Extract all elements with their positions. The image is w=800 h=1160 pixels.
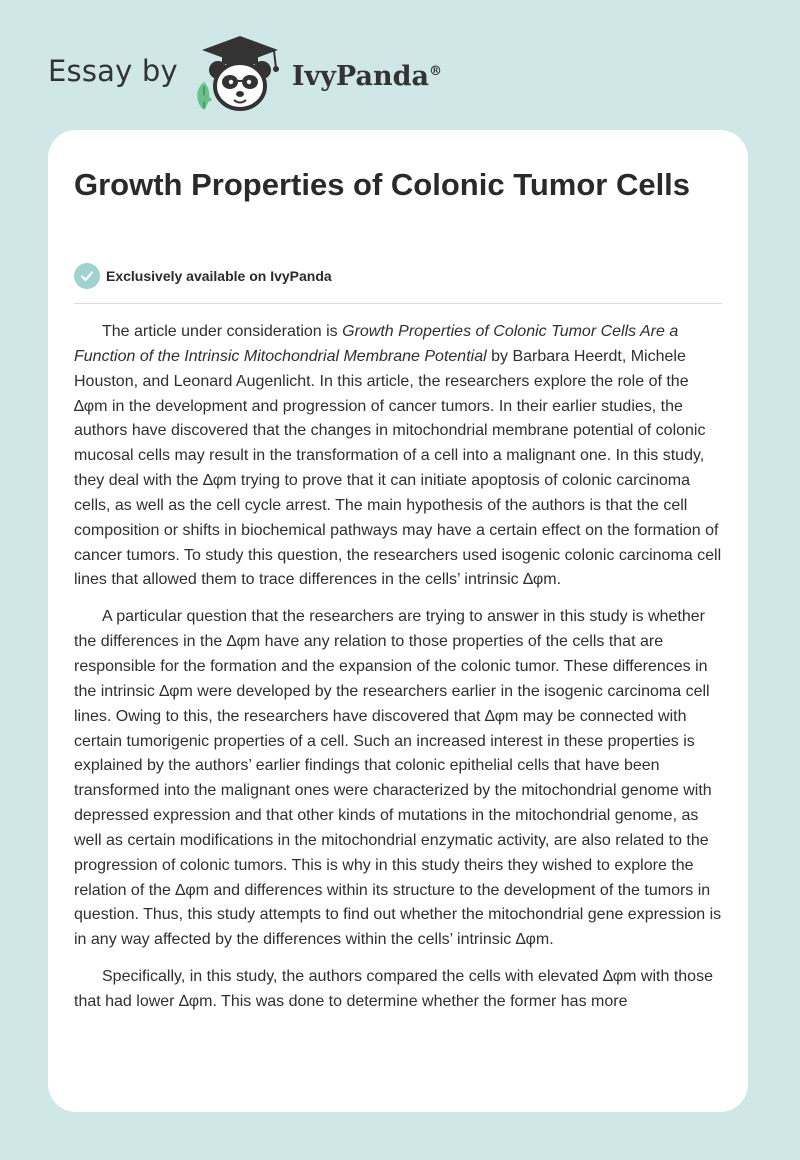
essay-card (48, 130, 748, 1112)
essay-body (74, 320, 724, 1027)
panda-graduate-icon (192, 34, 288, 114)
paragraph-1 (74, 320, 724, 593)
badge-text: Exclusively available on IvyPanda (106, 268, 332, 284)
brand-name: IvyPanda® (291, 60, 442, 92)
article-title-citation: Growth Properties of Colonic Tumor Cells Are a Function of the Intrinsic Mitochondrial Membrane Potential (74, 323, 679, 365)
site-brand[interactable] (48, 34, 442, 114)
paragraph-2: A particular question that the researchers are trying to answer in this study is whether the differences in the ∆φm have any relation to those properties of the cells that are responsible for the formation and the expansion of the colonic tumor. These differences in the intrinsic ∆φm were developed by the researchers earlier in the isogenic carcinoma cell lines. Owing to this, the researchers have discovered that ∆φm may be connected with certain tumorigenic properties of a cell. Such an increased interest in these properties is explained by the authors’ earlier findings that colonic epithelial cells that have been transformed into the malignant ones were characterized by the mitochondrial genome with depressed expression and that other kinds of mutations in the mitochondrial genome, as well as certain modifications in the mitochondrial enzymatic activity, are also related to the progression of colonic tumors. This is why in this study theirs they wished to explore the relation of the ∆φm and differences within its structure to the development of the tumors in question. Thus, this study attempts to find out whether the mitochondrial gene expression is in any way affected by the differences within the cells’ intrinsic ∆φm. (74, 608, 722, 949)
brand-prefix: Essay by (48, 54, 178, 88)
paragraph-1-rest: by Barbara Heerdt, Michele Houston, and Leonard Augenlicht. In this article, the researchers explore the role of the ∆φm in the development and progression of cancer tumors. In their earlier studies, the authors have discovered that the changes in mitochondrial membrane potential of colonic mucosal cells may result in the transformation of a cell into a malignant one. In this study, they deal with the ∆φm trying to prove that it can initiate apoptosis of colonic carcinoma cells, as well as the cell cycle arrest. The main hypothesis of the authors is that the cell composition or shifts in biochemical pathways may have a certain effect on the formation of cancer tumors. To study this question, the researchers used isogenic colonic carcinoma cell lines that allowed them to trace differences in the cells’ intrinsic ∆φm. (74, 347, 722, 589)
divider (74, 303, 722, 304)
paragraph-3: Specifically, in this study, the authors compared the cells with elevated ∆φm with those that had lower ∆φm. This was done to determine whether the former has more (74, 968, 713, 1010)
exclusive-badge (74, 263, 332, 289)
paragraph-1-intro: The article under consideration is (102, 323, 343, 340)
check-circle-icon (74, 263, 100, 289)
essay-title: Growth Properties of Colonic Tumor Cells (74, 167, 691, 202)
